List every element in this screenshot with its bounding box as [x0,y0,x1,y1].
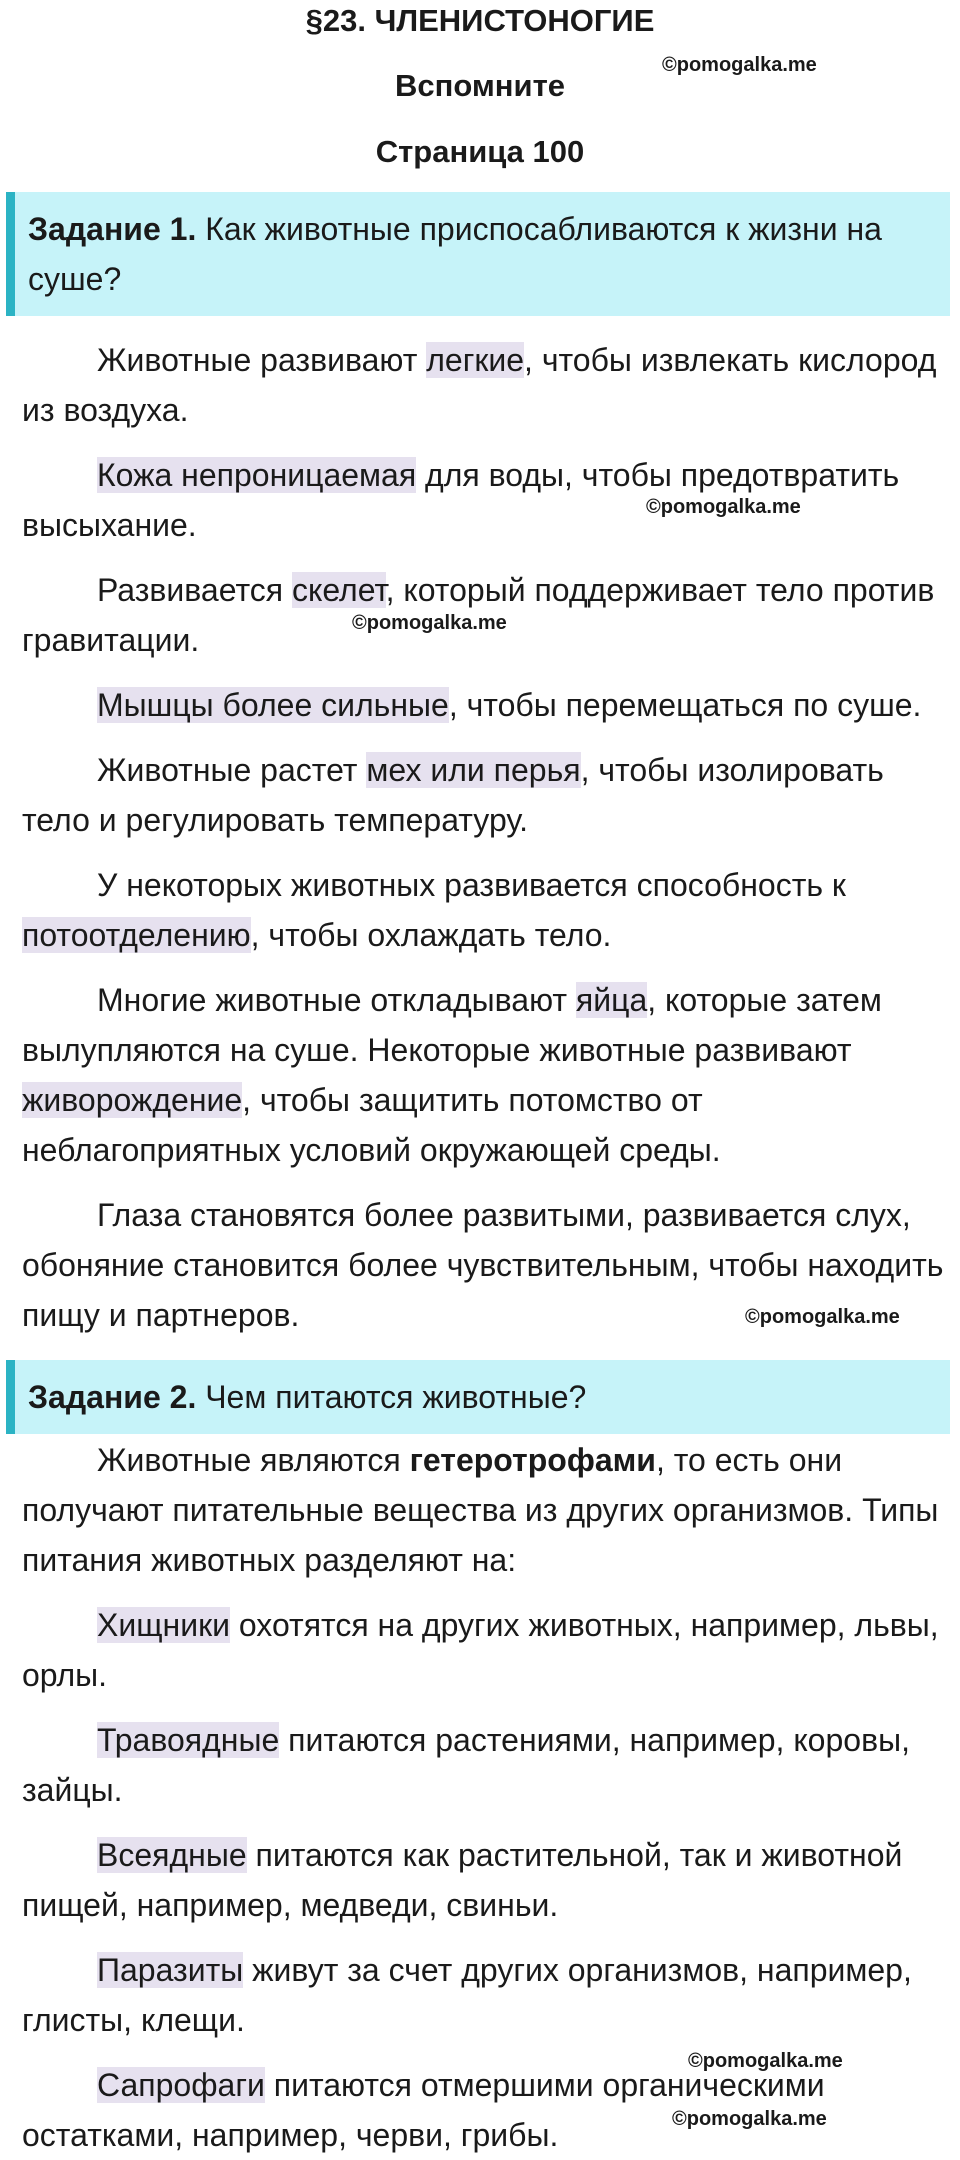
task-1-paragraph: Мышцы более сильные, чтобы перемещаться по суше. [97,687,922,723]
highlight: яйца [575,982,648,1018]
watermark: ©pomogalka.me [662,54,817,76]
highlight: Паразиты [97,1952,244,1988]
highlight: живорождение [22,1082,243,1118]
highlight: Хищники [97,1607,230,1643]
watermark: ©pomogalka.me [646,496,801,518]
highlight: потоотделению [22,917,251,953]
watermark: ©pomogalka.me [352,612,507,634]
task-1-paragraph: Кожа непроницаемая для воды, чтобы предотвратить высыхание. [22,457,900,543]
subtitle: Вспомните [394,68,565,103]
watermark: ©pomogalka.me [745,1306,900,1328]
task-1-paragraph: У некоторых животных развивается способность к потоотделению, чтобы охлаждать тело. [22,867,846,953]
watermark: ©pomogalka.me [688,2050,843,2072]
highlight: скелет [291,572,386,608]
task-1-paragraph: Животные развивают легкие, чтобы извлекать кислород из воздуха. [22,342,937,428]
nutrition-type: Сапрофаги питаются отмершими органическими остатками, например, черви, грибы. [22,2067,825,2153]
watermark: ©pomogalka.me [672,2108,827,2130]
bold-term: гетеротрофами [409,1442,656,1478]
highlight: Сапрофаги [97,2067,265,2103]
nutrition-type: Хищники охотятся на других животных, например, львы, орлы. [22,1607,939,1693]
task-1-paragraph: Развивается скелет, который поддерживает тело против гравитации. [22,572,935,658]
highlight: Всеядные [97,1837,247,1873]
highlight: Травоядные [97,1722,280,1758]
task-1-paragraph: Многие животные откладывают яйца, которые затем вылупляются на суше. Некоторые животные развивают живорождение, чтобы защитить потомство от неблагоприятных условий окружающей среды. [22,982,882,1168]
nutrition-type: Травоядные питаются растениями, например, коровы, зайцы. [22,1722,910,1808]
nutrition-type: Всеядные питаются как растительной, так и животной пищей, например, медведи, свиньи. [22,1837,903,1923]
task-2-label: Задание 2. [28,1379,197,1415]
task-1-paragraph: Глаза становятся более развитыми, развивается слух, обоняние становится более чувствительным, чтобы находить пищу и партнеров. [22,1197,944,1333]
task-1-header [6,192,950,316]
highlight: Кожа непроницаемая [97,457,417,493]
highlight: мех или перья [366,752,581,788]
task-1-label: Задание 1. [28,211,197,247]
highlight: Мышцы более сильные [97,687,449,723]
task-2-intro: Животные являются гетеротрофами, то есть они получают питательные вещества из других организмов. Типы питания животных разделяют на: [22,1442,939,1578]
nutrition-type: Паразиты живут за счет других организмов, например, глисты, клещи. [22,1952,912,2038]
section-title: §23. ЧЛЕНИСТОНОГИЕ [305,3,655,38]
task-2-header [6,1360,950,1434]
task-1-question: Как животные приспосабливаются к жизни на суше? [28,211,882,297]
page-number: Страница 100 [375,134,585,169]
task-1-paragraph: Животные растет мех или перья, чтобы изолировать тело и регулировать температуру. [22,752,884,838]
highlight: легкие [426,342,525,378]
task-2-question: Чем питаются животные? [196,1379,587,1415]
